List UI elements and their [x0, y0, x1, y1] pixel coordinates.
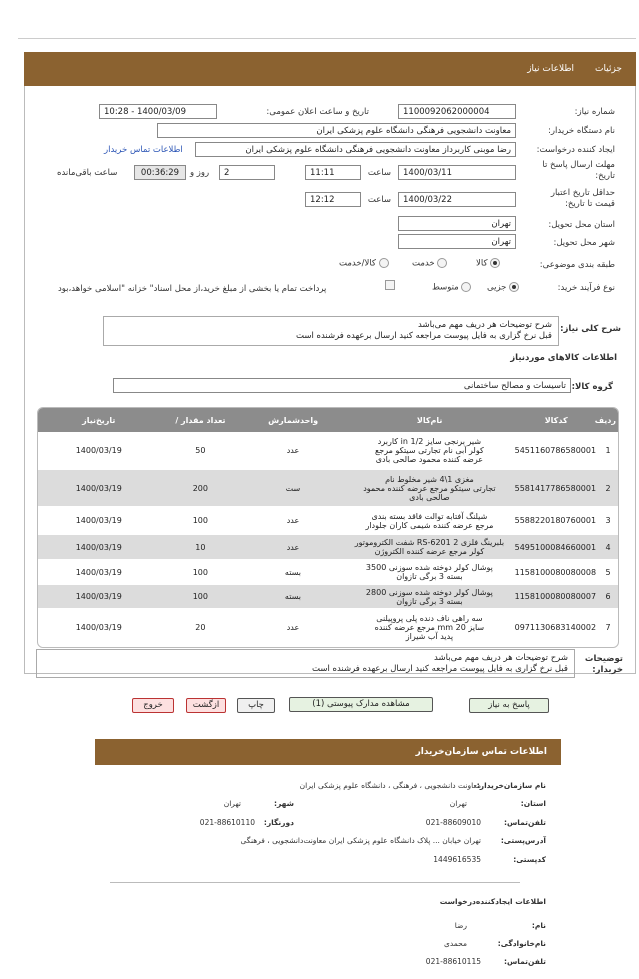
radio-selected-icon[interactable] — [490, 258, 500, 268]
cell-unit: بسته — [284, 592, 301, 601]
creator-label: ایجاد کننده درخواست: — [536, 145, 615, 155]
cell-unit: ست — [285, 483, 301, 493]
province-label2: استان: — [520, 799, 546, 808]
cell-date: 1400/03/19 — [75, 446, 122, 455]
address-value: تهران خیابان ... پلاک دانشگاه علوم پزشکی ایران معاونت‌دانشجویی ، فرهنگی — [240, 836, 481, 845]
top-divider — [18, 38, 636, 39]
remaining-timer: 00:36:29 — [134, 165, 186, 180]
buyer-desc-label: توضیحات خریدار: — [584, 654, 623, 675]
province-value2: تهران — [449, 799, 467, 808]
th-name: نام‌کالا — [416, 415, 443, 425]
table-row[interactable] — [38, 470, 618, 507]
deadline-time-label: ساعت — [367, 168, 391, 178]
cell-date: 1400/03/19 — [75, 483, 122, 493]
cell-date: 1400/03/19 — [75, 542, 122, 552]
contact-header — [95, 739, 561, 765]
cat-both-label: کالا/خدمت — [339, 258, 376, 269]
cat-goods-label: کالا — [476, 258, 488, 269]
group-field: تاسیسات و مصالح ساختمانی — [113, 378, 571, 393]
category-label: طبقه بندی موضوعی: — [539, 260, 615, 270]
name-line: بسته 3 برگی تازوان — [396, 572, 463, 581]
cell-name — [345, 563, 514, 581]
radio-icon[interactable] — [379, 258, 389, 268]
need-no-label: شماره نیاز: — [574, 107, 615, 117]
section-divider — [110, 882, 520, 883]
city-value2: تهران — [223, 799, 241, 808]
cell-unit: عدد — [286, 623, 300, 632]
tab-details[interactable]: جزئیات — [595, 64, 622, 74]
name-line: مرجع عرضه کننده شیمی کاران جلودار — [365, 520, 494, 530]
deadline-date-field: 1400/03/11 — [398, 165, 516, 180]
cphone-label: تلفن‌تماس: — [503, 957, 546, 966]
need-no-field: 1100092062000004 — [398, 104, 516, 119]
reply-button[interactable]: پاسخ به نیاز — [469, 698, 549, 713]
city-label: شهر محل تحویل: — [553, 238, 615, 248]
cell-n: 4 — [605, 542, 611, 552]
cell-n: 6 — [605, 592, 611, 601]
cell-n: 2 — [605, 483, 611, 493]
name-line: بلبرینگ فلزی RS-6201 2 شفت الکتروموتور — [354, 538, 505, 547]
cat-service-option[interactable] — [412, 258, 447, 269]
table-row[interactable] — [38, 507, 618, 535]
name-line: سه راهی ناف دنده پلی پروپیلنی — [376, 614, 483, 623]
cell-n: 5 — [605, 567, 611, 577]
name-line: عرضه کننده محمود صالحی بادی — [375, 455, 484, 464]
table-header — [38, 408, 618, 432]
buyer-contact-link[interactable]: اطلاعات تماس خریدار — [104, 145, 183, 155]
back-button[interactable]: ازگشت — [186, 698, 226, 713]
tab-need-info[interactable]: اطلاعات نیاز — [527, 64, 574, 74]
cell-code: 0971130683140002 — [514, 623, 597, 632]
province-field: تهران — [398, 216, 516, 231]
buyer-label: نام دستگاه خریدار: — [548, 126, 615, 136]
general-desc-label: شرح کلی نیاز: — [560, 324, 621, 334]
fax-label: دورنگار: — [263, 818, 294, 827]
proc-partial-label: جزیی — [487, 282, 507, 293]
proc-partial-option[interactable] — [487, 282, 519, 293]
family-value: محمدی — [443, 939, 467, 948]
attachments-button[interactable]: مشاهده مدارک پیوستی (1) — [289, 697, 433, 712]
phone-label: تلفن‌تماس: — [503, 818, 546, 827]
city-label2: شهر: — [274, 799, 294, 808]
payment-checkbox[interactable] — [385, 280, 395, 291]
th-date: تاریخ‌نیاز — [82, 415, 116, 425]
deadline-time-field: 11:11 — [305, 165, 361, 180]
cell-date: 1400/03/19 — [75, 623, 122, 632]
cell-name — [345, 475, 514, 502]
province-label: استان محل تحویل: — [548, 220, 615, 230]
cell-qty: 100 — [192, 567, 208, 577]
header-bar — [24, 52, 636, 86]
buyer-field: معاونت دانشجویی فرهنگی دانشگاه علوم پزشکی ایران — [157, 123, 516, 138]
address-label: آدرس‌پستی: — [500, 836, 546, 845]
checkbox-icon[interactable] — [385, 280, 395, 290]
cell-name — [345, 512, 514, 530]
cell-unit: بسته — [284, 567, 301, 577]
name-line: پدید آب شیراز — [405, 632, 454, 641]
payment-text: پرداخت تمام یا بخشی از مبلغ خرید،از محل اسناد" خزانه "اسلامی خواهد،بود — [58, 284, 327, 294]
table-row[interactable] — [38, 535, 618, 560]
print-button[interactable]: چاپ — [237, 698, 275, 713]
goods-table — [37, 407, 619, 648]
creator-title: اطلاعات ایجادکننده‌درخواست — [439, 897, 546, 906]
cell-name — [345, 614, 514, 641]
table-row[interactable] — [38, 560, 618, 585]
cat-goods-option[interactable] — [476, 258, 500, 269]
cell-date: 1400/03/19 — [75, 592, 122, 601]
announce-field: 1400/03/09 - 10:28 — [99, 104, 217, 119]
validity-label: حداقل تاریخ اعتبار قیمت تا تاریخ: — [550, 188, 615, 209]
days-field: 2 — [219, 165, 275, 180]
fax-value: 021-88610110 — [199, 818, 255, 827]
postal-label: کدپستی: — [513, 855, 546, 864]
cell-name — [345, 538, 514, 556]
cell-n: 3 — [605, 516, 611, 525]
radio-icon[interactable] — [437, 258, 447, 268]
name-value: رضا — [454, 921, 467, 930]
table-row[interactable] — [38, 585, 618, 609]
cell-name — [345, 588, 514, 606]
buyer-desc-line2: قبل نرخ گزاری به فایل پیوست مراجعه کنید ارسال برعهده فرشنده است — [311, 664, 568, 674]
deadline-label: مهلت ارسال پاسخ تا تاریخ: — [542, 160, 615, 181]
name-line: سایز 20 mm مرجع عرضه کننده — [374, 623, 485, 632]
radio-selected-icon[interactable] — [509, 282, 519, 292]
buyer-desc-box — [36, 649, 575, 678]
family-label: نام‌خانوادگی: — [497, 939, 546, 948]
th-row: ردیف — [594, 415, 616, 425]
name-line: پوشال کولر دوخته شده سوزنی 3500 — [365, 563, 493, 572]
cell-code: 1158100080080007 — [514, 592, 597, 601]
org-label: نام سازمان‌خریدار: — [476, 781, 546, 790]
name-line: پوشال کولر دوخته شده سوزنی 2800 — [365, 587, 493, 597]
group-label: گروه کالا: — [571, 382, 613, 392]
cat-both-option[interactable] — [339, 258, 389, 269]
name-line: کولر آبی نام تجارتی سیتکو مرجع — [375, 446, 484, 455]
cell-code: 5581417786580001 — [514, 483, 597, 493]
cell-qty: 100 — [192, 516, 208, 525]
contact-title: اطلاعات تماس سازمان‌خریدار — [415, 747, 547, 757]
cell-unit: عدد — [286, 516, 300, 525]
validity-time-label: ساعت — [367, 195, 391, 205]
general-desc-line1: شرح توضیحات هر دریف مهم می‌باشد — [418, 320, 552, 330]
name-line: شیر برنجی سایز 1/2 in کاربرد — [377, 437, 482, 446]
validity-date-field: 1400/03/22 — [398, 192, 516, 207]
th-code: کدکالا — [544, 415, 568, 425]
buyer-desc-line1: شرح توضیحات هر دریف مهم می‌باشد — [434, 653, 568, 663]
phone-value: 021-88609010 — [425, 818, 481, 827]
cell-qty: 200 — [192, 483, 208, 493]
table-row[interactable] — [38, 432, 618, 470]
cell-n: 7 — [605, 623, 611, 632]
cphone-value: 021-88610115 — [425, 957, 481, 966]
city-field: تهران — [398, 234, 516, 249]
table-row[interactable] — [38, 609, 618, 647]
proc-medium-label: متوسط — [432, 282, 459, 293]
process-label: نوع فرآیند خرید: — [557, 283, 615, 293]
name-line: تجارتی سیتکو مرجع عرضه کننده محمود — [363, 483, 496, 493]
goods-title: اطلاعات کالاهای موردنیاز — [510, 353, 617, 363]
cell-code: 5588220180760001 — [514, 516, 597, 525]
name-line: مغزی 1\4 شیر مخلوط نام — [385, 474, 474, 484]
name-line: شیلنگ آفتابه توالت فاقد بسته بندی — [371, 511, 488, 521]
proc-medium-option[interactable] — [432, 282, 471, 293]
cell-date: 1400/03/19 — [75, 567, 122, 577]
cell-qty: 10 — [195, 542, 206, 552]
cell-n: 1 — [605, 446, 611, 455]
name-label: نام: — [531, 921, 546, 930]
cell-qty: 50 — [195, 446, 206, 455]
th-qty: تعداد مقدار / — [175, 415, 226, 425]
cell-date: 1400/03/19 — [75, 516, 122, 525]
cell-code: 5495100084660001 — [514, 542, 597, 552]
th-unit: واحدشمارش — [268, 415, 319, 425]
exit-button[interactable]: خروج — [132, 698, 174, 713]
general-desc-box — [103, 316, 559, 346]
name-line: بسته 3 برگی تازوان — [396, 596, 463, 606]
cell-unit: عدد — [286, 446, 300, 455]
cell-code: 1158100080080008 — [514, 567, 597, 577]
name-line: کولر مرجع عرضه کننده الکتروژن — [374, 547, 485, 556]
remaining-label: ساعت باقی‌مانده — [57, 168, 118, 178]
days-label: روز و — [190, 168, 210, 178]
cell-qty: 20 — [195, 623, 206, 632]
cell-qty: 100 — [192, 592, 208, 601]
cell-name — [345, 437, 514, 464]
org-value: معاونت دانشجویی ، فرهنگی ، دانشگاه علوم پزشکی ایران — [299, 781, 481, 790]
announce-label: تاریخ و ساعت اعلان عمومی: — [266, 107, 369, 117]
general-desc-line2: قبل نرخ گزاری به فایل پیوست مراجعه کنید ارسال برعهده فرشنده است — [295, 331, 552, 341]
validity-time-field: 12:12 — [305, 192, 361, 207]
postal-value: 1449616535 — [433, 855, 481, 864]
cell-unit: عدد — [286, 542, 300, 552]
cat-service-label: خدمت — [412, 258, 435, 269]
cell-code: 5451160786580001 — [514, 446, 597, 455]
creator-field: رضا موبنی کاربرداز معاونت دانشجویی فرهنگی دانشگاه علوم پزشکی ایران — [195, 142, 516, 157]
name-line: صالحی بادی — [409, 492, 450, 502]
radio-icon[interactable] — [461, 282, 471, 292]
